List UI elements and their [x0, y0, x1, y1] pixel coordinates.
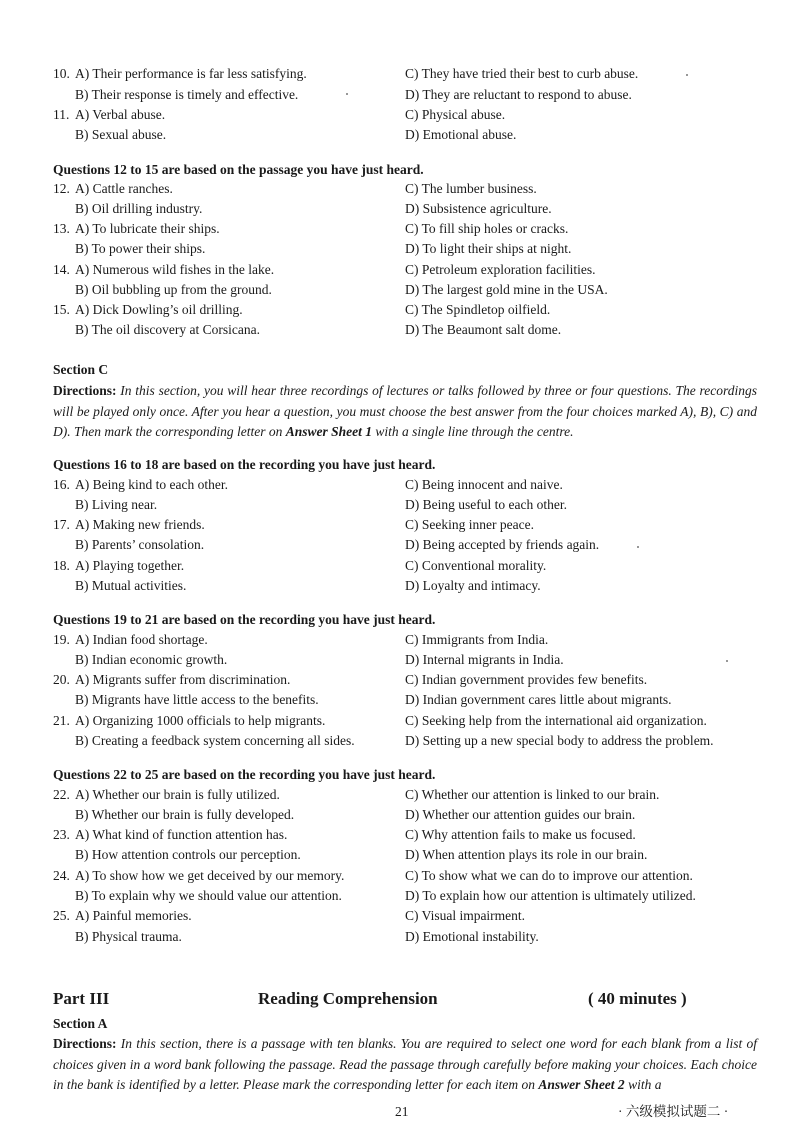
- question-24-row2: [53, 886, 753, 906]
- option-a: A) Painful memories.: [75, 908, 192, 923]
- question-number: 23.: [53, 827, 70, 842]
- option-b: B) Their response is timely and effective.: [75, 87, 299, 102]
- question-number: 22.: [53, 787, 70, 802]
- option-a: A) Dick Dowling’s oil drilling.: [75, 302, 243, 317]
- option-b: B) How attention controls our perception.: [75, 847, 301, 862]
- question-13: [53, 219, 753, 239]
- footer-label: · 六级模拟试题二 ·: [618, 1104, 729, 1119]
- option-b: B) To explain why we should value our attention.: [75, 888, 342, 903]
- option-b: B) To power their ships.: [75, 241, 206, 256]
- question-17-row2: [53, 535, 753, 555]
- question-14: [53, 260, 753, 280]
- question-12-row2: [53, 199, 753, 219]
- option-c: C) Whether our attention is linked to our brain.: [405, 787, 660, 802]
- option-a: A) Cattle ranches.: [75, 181, 173, 196]
- page-number: 21: [395, 1104, 409, 1119]
- group-header-22-25: Questions 22 to 25 are based on the recording you have just heard.: [53, 767, 436, 782]
- option-b: B) Oil bubbling up from the ground.: [75, 282, 272, 297]
- question-11: [53, 105, 753, 125]
- question-14-row2: [53, 280, 753, 300]
- question-20-row2: [53, 690, 753, 710]
- option-a: A) Playing together.: [75, 558, 185, 573]
- option-d: D) Emotional abuse.: [405, 127, 517, 142]
- option-c: C) Being innocent and naive.: [405, 477, 563, 492]
- option-a: A) Migrants suffer from discrimination.: [75, 672, 291, 687]
- option-d: D) Being useful to each other.: [405, 497, 567, 512]
- question-number: 17.: [53, 517, 70, 532]
- question-15: [53, 300, 753, 320]
- directions-text: In this section, you will hear three recordings of lectures or talks followed by three or four questions. The recordings will be played only once. After you hear a question, you must choose the best answer from the four choices marked A), B), C) and D). Then mark the corresponding letter on: [53, 383, 757, 439]
- option-b: B) Creating a feedback system concerning all sides.: [75, 733, 355, 748]
- question-19: [53, 630, 753, 650]
- option-d: D) The Beaumont salt dome.: [405, 322, 562, 337]
- option-d: D) Subsistence agriculture.: [405, 201, 552, 216]
- answer-sheet-ref: Answer Sheet 2: [538, 1077, 625, 1092]
- option-d: D) Setting up a new special body to address the problem.: [405, 733, 714, 748]
- option-c: C) Indian government provides few benefits.: [405, 672, 648, 687]
- question-number: 24.: [53, 868, 70, 883]
- option-a: A) What kind of function attention has.: [75, 827, 288, 842]
- option-a: A) Indian food shortage.: [75, 632, 208, 647]
- option-d: D) Whether our attention guides our brain.: [405, 807, 636, 822]
- option-b: B) Indian economic growth.: [75, 652, 228, 667]
- scan-speck: [637, 546, 639, 548]
- option-c: C) Seeking help from the international aid organization.: [405, 713, 707, 728]
- scan-speck: [346, 93, 348, 95]
- question-number: 20.: [53, 672, 70, 687]
- part-label: Part III: [53, 989, 110, 1008]
- option-c: C) Immigrants from India.: [405, 632, 549, 647]
- section-a-title: Section A: [53, 1016, 108, 1031]
- option-a: A) Being kind to each other.: [75, 477, 228, 492]
- option-c: C) The lumber business.: [405, 181, 537, 196]
- option-b: B) Living near.: [75, 497, 158, 512]
- question-23: [53, 825, 753, 845]
- option-c: C) To show what we can do to improve our attention.: [405, 868, 693, 883]
- question-25-row2: [53, 927, 753, 947]
- question-number: 16.: [53, 477, 70, 492]
- question-13-row2: [53, 239, 753, 259]
- question-22-row2: [53, 805, 753, 825]
- answer-sheet-ref: Answer Sheet 1: [285, 424, 372, 439]
- option-a: A) To lubricate their ships.: [75, 221, 220, 236]
- question-21: [53, 711, 753, 731]
- question-number: 25.: [53, 908, 70, 923]
- question-number: 13.: [53, 221, 70, 236]
- question-number: 18.: [53, 558, 70, 573]
- option-a: A) Verbal abuse.: [75, 107, 166, 122]
- option-c: C) Visual impairment.: [405, 908, 526, 923]
- option-c: C) Why attention fails to make us focused.: [405, 827, 636, 842]
- option-b: B) Parents’ consolation.: [75, 537, 205, 552]
- question-number: 21.: [53, 713, 70, 728]
- directions-tail: with a single line through the centre.: [375, 424, 574, 439]
- option-b: B) Physical trauma.: [75, 929, 182, 944]
- option-a: A) Their performance is far less satisfying.: [75, 66, 307, 81]
- question-19-row2: [53, 650, 753, 670]
- question-16-row2: [53, 495, 753, 515]
- option-d: D) Emotional instability.: [405, 929, 539, 944]
- option-b: B) Whether our brain is fully developed.: [75, 807, 295, 822]
- option-a: A) Numerous wild fishes in the lake.: [75, 262, 275, 277]
- option-c: C) Physical abuse.: [405, 107, 506, 122]
- option-a: A) Whether our brain is fully utilized.: [75, 787, 280, 802]
- option-b: B) Oil drilling industry.: [75, 201, 203, 216]
- question-20: [53, 670, 753, 690]
- group-header-19-21: Questions 19 to 21 are based on the recording you have just heard.: [53, 612, 436, 627]
- scan-speck: [686, 74, 688, 76]
- option-c: C) The Spindletop oilfield.: [405, 302, 551, 317]
- option-c: C) Conventional morality.: [405, 558, 547, 573]
- question-21-row2: [53, 731, 753, 751]
- option-b: B) Mutual activities.: [75, 578, 187, 593]
- option-d: D) Loyalty and intimacy.: [405, 578, 541, 593]
- question-10: [53, 64, 753, 84]
- section-c-title: Section C: [53, 362, 109, 377]
- question-number: 11.: [53, 107, 70, 122]
- option-b: B) The oil discovery at Corsicana.: [75, 322, 260, 337]
- option-c: C) Petroleum exploration facilities.: [405, 262, 596, 277]
- directions-label: Directions:: [53, 383, 117, 398]
- question-16: [53, 475, 753, 495]
- option-d: D) Internal migrants in India.: [405, 652, 564, 667]
- question-23-row2: [53, 845, 753, 865]
- option-a: A) Making new friends.: [75, 517, 205, 532]
- group-header-12-15: Questions 12 to 15 are based on the passage you have just heard.: [53, 162, 424, 177]
- question-number: 12.: [53, 181, 70, 196]
- option-c: C) Seeking inner peace.: [405, 517, 534, 532]
- question-11-row2: [53, 125, 753, 145]
- option-d: D) To explain how our attention is ultimately utilized.: [405, 888, 696, 903]
- option-c: C) To fill ship holes or cracks.: [405, 221, 569, 236]
- question-number: 10.: [53, 66, 70, 81]
- part-time: ( 40 minutes ): [588, 989, 687, 1008]
- option-d: D) The largest gold mine in the USA.: [405, 282, 608, 297]
- option-d: D) They are reluctant to respond to abuse.: [405, 87, 632, 102]
- question-24: [53, 866, 753, 886]
- directions-tail: with a: [628, 1077, 662, 1092]
- question-number: 19.: [53, 632, 70, 647]
- option-d: D) Indian government cares little about migrants.: [405, 692, 672, 707]
- question-18: [53, 556, 753, 576]
- directions-text: In this section, there is a passage with ten blanks. You are required to select one word for each blank from a list of choices given in a word bank following the passage. Read the passage through carefully before making your choices. Each choice in the bank is identified by a letter. Please mark the corresponding letter for each item on: [53, 1036, 758, 1092]
- question-25: [53, 906, 753, 926]
- section-a-directions: [53, 1034, 757, 1096]
- question-10-row2: [53, 85, 753, 105]
- option-a: A) Organizing 1000 officials to help migrants.: [75, 713, 326, 728]
- question-12: [53, 179, 753, 199]
- option-d: D) When attention plays its role in our brain.: [405, 847, 648, 862]
- scan-speck: [726, 660, 728, 662]
- question-17: [53, 515, 753, 535]
- section-c-directions: [53, 381, 757, 443]
- option-b: B) Migrants have little access to the benefits.: [75, 692, 319, 707]
- question-18-row2: [53, 576, 753, 596]
- question-15-row2: [53, 320, 753, 340]
- group-header-16-18: Questions 16 to 18 are based on the recording you have just heard.: [53, 457, 436, 472]
- part-title: Reading Comprehension: [258, 989, 438, 1008]
- question-number: 15.: [53, 302, 70, 317]
- question-22: [53, 785, 753, 805]
- question-number: 14.: [53, 262, 70, 277]
- option-a: A) To show how we get deceived by our memory.: [75, 868, 345, 883]
- option-b: B) Sexual abuse.: [75, 127, 167, 142]
- directions-label: Directions:: [53, 1036, 117, 1051]
- option-d: D) Being accepted by friends again.: [405, 537, 600, 552]
- option-c: C) They have tried their best to curb abuse.: [405, 66, 639, 81]
- option-d: D) To light their ships at night.: [405, 241, 572, 256]
